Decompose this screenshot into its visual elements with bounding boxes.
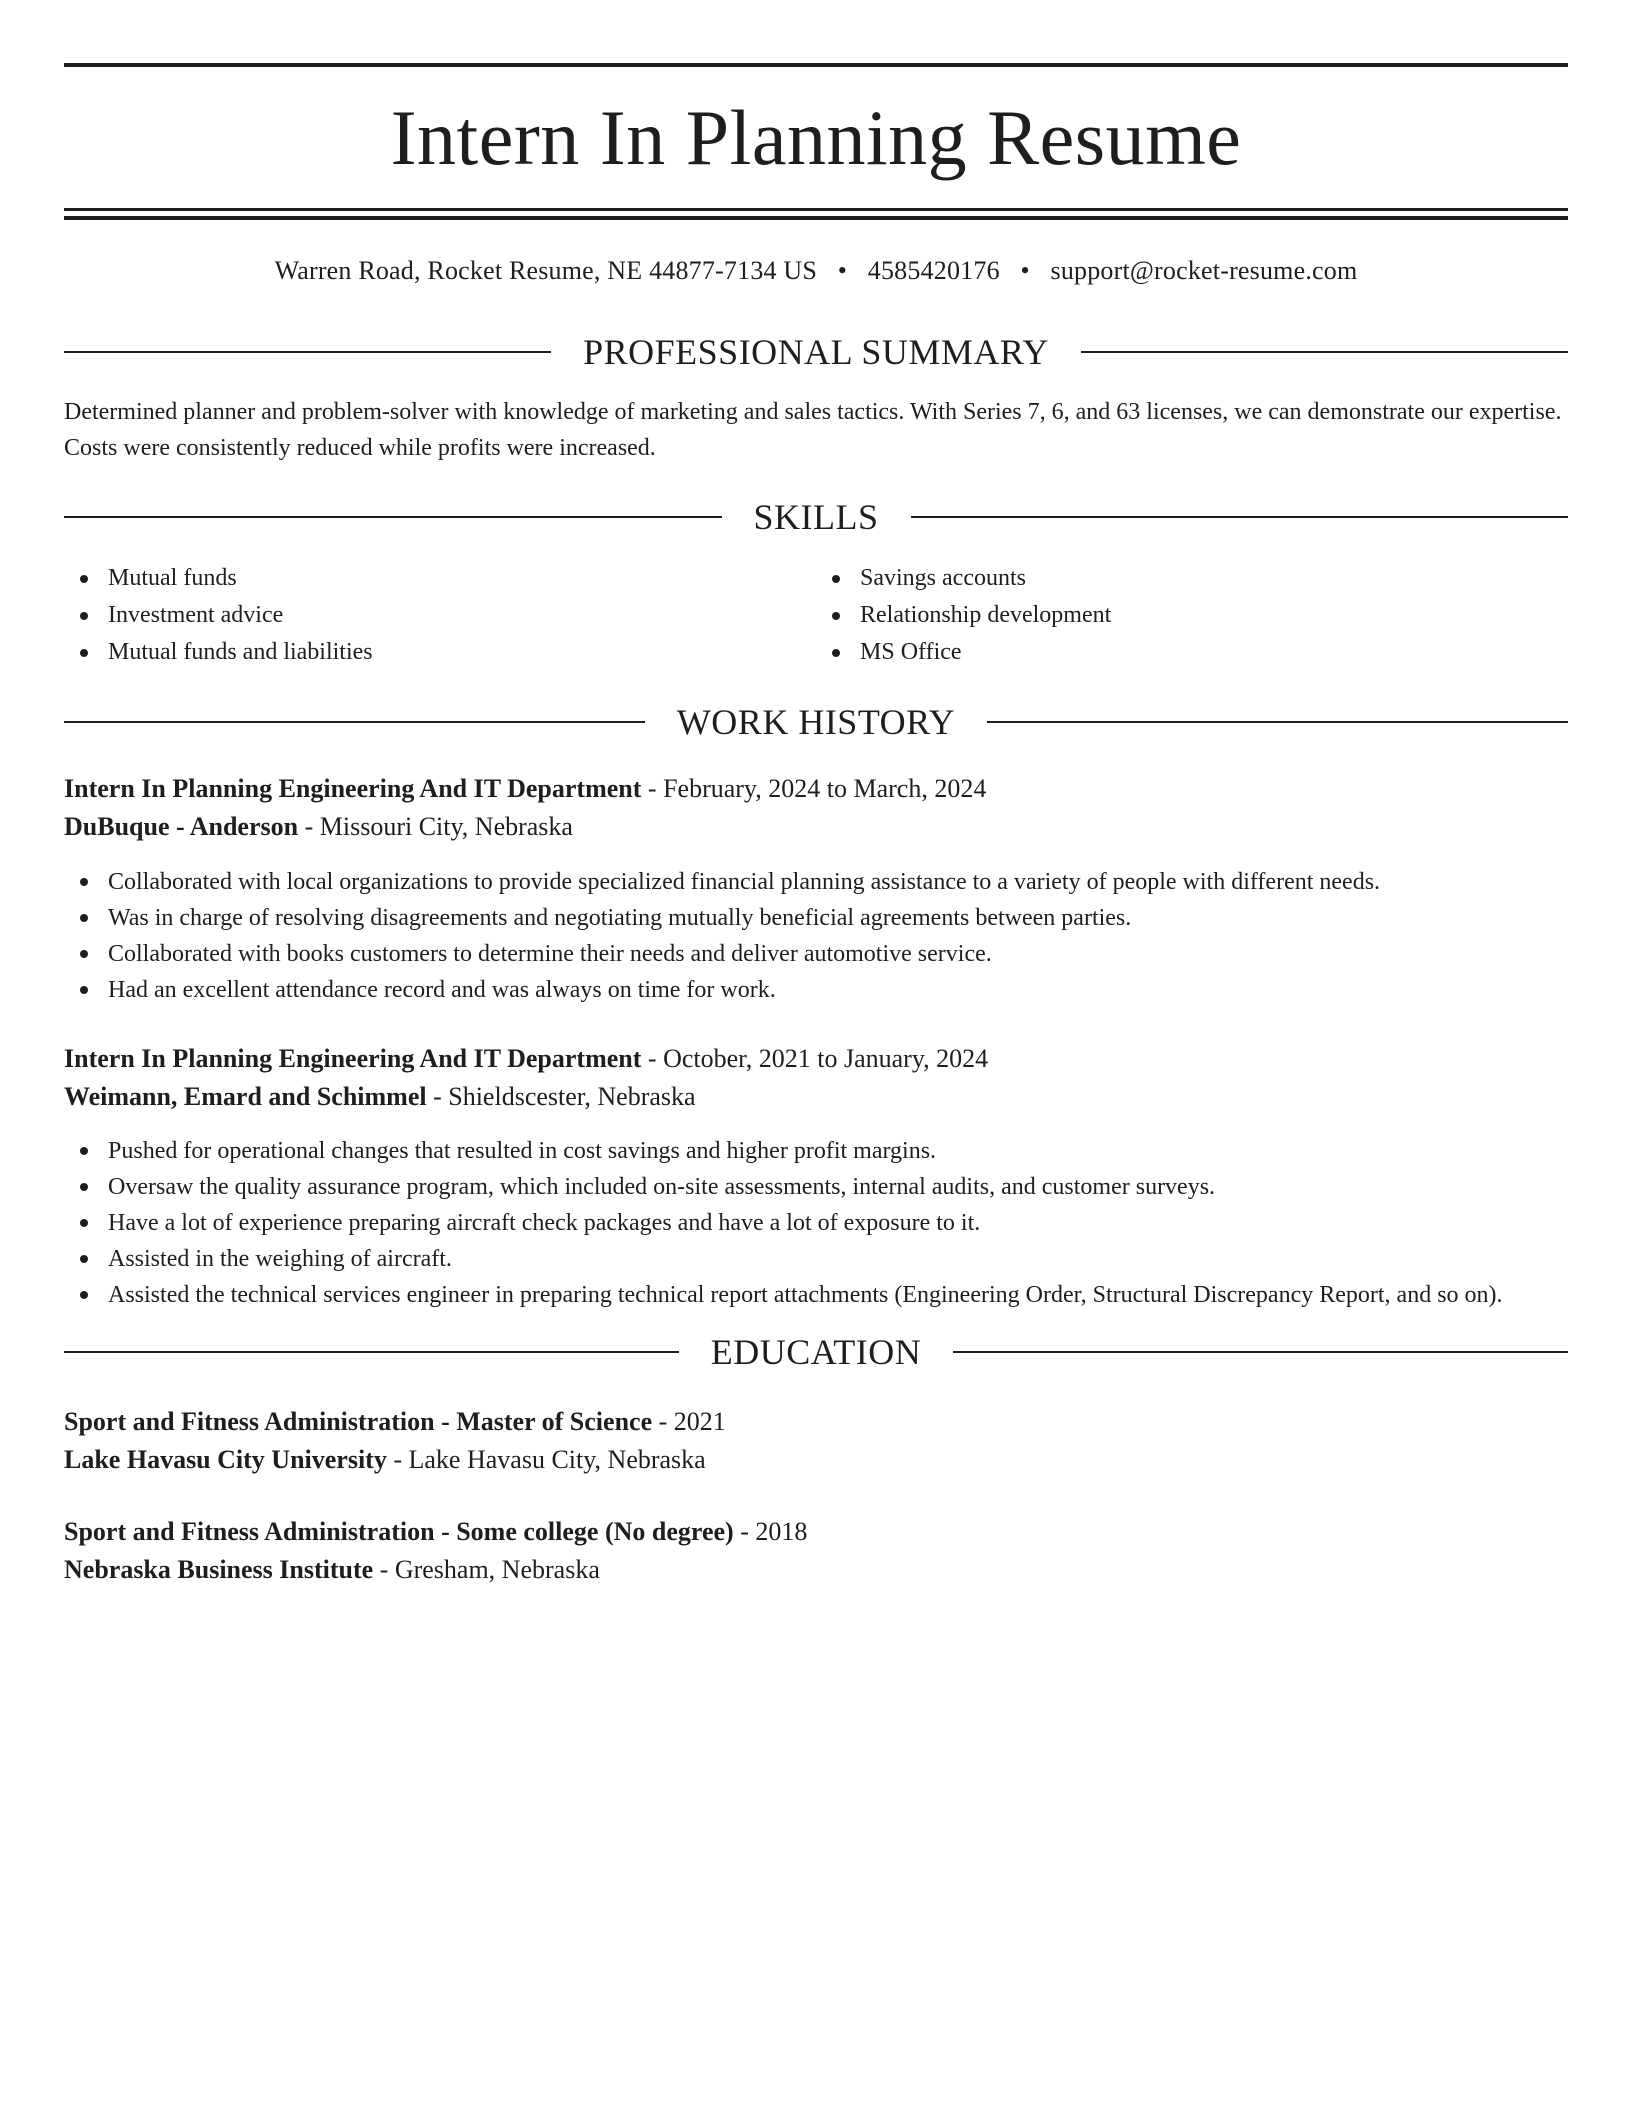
skill-item: Relationship development: [816, 597, 1568, 634]
job-responsibilities: [64, 1133, 1568, 1313]
section-heading-education: [64, 1330, 1568, 1374]
education-entry: [64, 1513, 1568, 1589]
job-location: - Missouri City, Nebraska: [298, 812, 573, 841]
contact-line: [64, 254, 1568, 288]
summary-text: Determined planner and problem-solver with knowledge of marketing and sales tactics. With Series 7, 6, and 63 licenses, we can demonstrate our expertise. Costs were consistently reduced while profits were increased.: [64, 399, 1562, 461]
responsibility-item: Pushed for operational changes that resulted in cost savings and higher profit margins.: [64, 1133, 1568, 1169]
contact-separator: •: [837, 256, 848, 285]
section-heading-summary: [64, 330, 1568, 374]
degree-line: [64, 1403, 1568, 1441]
contact-separator: •: [1020, 256, 1030, 285]
responsibility-item: Was in charge of resolving disagreements and negotiating mutually beneficial agreements between parties.: [64, 900, 1568, 936]
heading-rule: [64, 516, 722, 518]
section-heading-work: [64, 700, 1568, 744]
heading-rule: [64, 351, 551, 353]
job-title: Intern In Planning Engineering And IT Department: [64, 1044, 642, 1073]
section-title: SKILLS: [753, 497, 879, 537]
section-title: WORK HISTORY: [676, 702, 956, 742]
job-dates: - October, 2021 to January, 2024: [641, 1044, 989, 1073]
heading-rule: [1081, 351, 1568, 353]
responsibility-item: Oversaw the quality assurance program, which included on-site assessments, internal audits, and customer surveys.: [64, 1169, 1568, 1205]
job-company-line: [64, 1078, 1568, 1116]
heading-rule: [64, 721, 645, 723]
job-location: - Shieldscester, Nebraska: [426, 1082, 696, 1111]
responsibility-item: Collaborated with local organizations to provide specialized financial planning assistance to a variety of people with different needs.: [64, 864, 1568, 900]
responsibility-item: Assisted in the weighing of aircraft.: [64, 1241, 1568, 1277]
school-location: - Gresham, Nebraska: [373, 1555, 600, 1584]
job-entry: [64, 1040, 1568, 1116]
skill-item: Savings accounts: [816, 560, 1568, 597]
job-entry: [64, 770, 1568, 846]
contact-phone: 4585420176: [867, 256, 1000, 285]
skill-item: Mutual funds: [64, 560, 816, 597]
responsibility-item: Had an excellent attendance record and was always on time for work.: [64, 972, 1568, 1008]
school-line: [64, 1441, 1568, 1479]
school-location: - Lake Havasu City, Nebraska: [386, 1445, 706, 1474]
job-title: Intern In Planning Engineering And IT Department: [64, 774, 642, 803]
heading-rule: [953, 1351, 1568, 1353]
title-double-rule: [64, 208, 1568, 220]
job-company: DuBuque - Anderson: [64, 812, 299, 841]
top-rule: [64, 63, 1568, 67]
school-line: [64, 1551, 1568, 1589]
job-responsibilities: [64, 864, 1568, 1008]
school-name: Lake Havasu City University: [64, 1445, 387, 1474]
skills-column-right: [816, 560, 1568, 671]
degree-line: [64, 1513, 1568, 1551]
job-company: Weimann, Emard and Schimmel: [64, 1082, 427, 1111]
degree-year: - 2021: [652, 1407, 726, 1436]
section-title: EDUCATION: [710, 1332, 922, 1372]
section-heading-skills: [64, 495, 1568, 539]
responsibility-item: Collaborated with books customers to determine their needs and deliver automotive service.: [64, 936, 1568, 972]
degree-name: Sport and Fitness Administration - Some college (No degree): [64, 1517, 734, 1546]
contact-email: support@rocket-resume.com: [1050, 256, 1358, 285]
skill-item: Mutual funds and liabilities: [64, 634, 816, 671]
section-title: PROFESSIONAL SUMMARY: [583, 332, 1049, 372]
heading-rule: [987, 721, 1568, 723]
job-company-line: [64, 808, 1568, 846]
heading-rule: [911, 516, 1569, 518]
school-name: Nebraska Business Institute: [64, 1555, 374, 1584]
skills-list: [64, 560, 1568, 671]
resume-title: Intern In Planning Resume: [390, 94, 1242, 181]
job-title-line: [64, 1040, 1568, 1078]
degree-year: - 2018: [733, 1517, 808, 1546]
heading-rule: [64, 1351, 679, 1353]
skill-item: MS Office: [816, 634, 1568, 671]
skill-item: Investment advice: [64, 597, 816, 634]
education-entry: [64, 1403, 1568, 1479]
degree-name: Sport and Fitness Administration - Master of Science: [64, 1407, 653, 1436]
skills-column-left: [64, 560, 816, 671]
job-title-line: [64, 770, 1568, 808]
responsibility-item: Have a lot of experience preparing aircraft check packages and have a lot of exposure to it.: [64, 1205, 1568, 1241]
job-dates: - February, 2024 to March, 2024: [641, 774, 987, 803]
contact-address: Warren Road, Rocket Resume, NE 44877-7134 US: [274, 256, 818, 285]
responsibility-item: Assisted the technical services engineer in preparing technical report attachments (Engineering Order, Structural Discrepancy Report, and so on).: [64, 1277, 1568, 1313]
